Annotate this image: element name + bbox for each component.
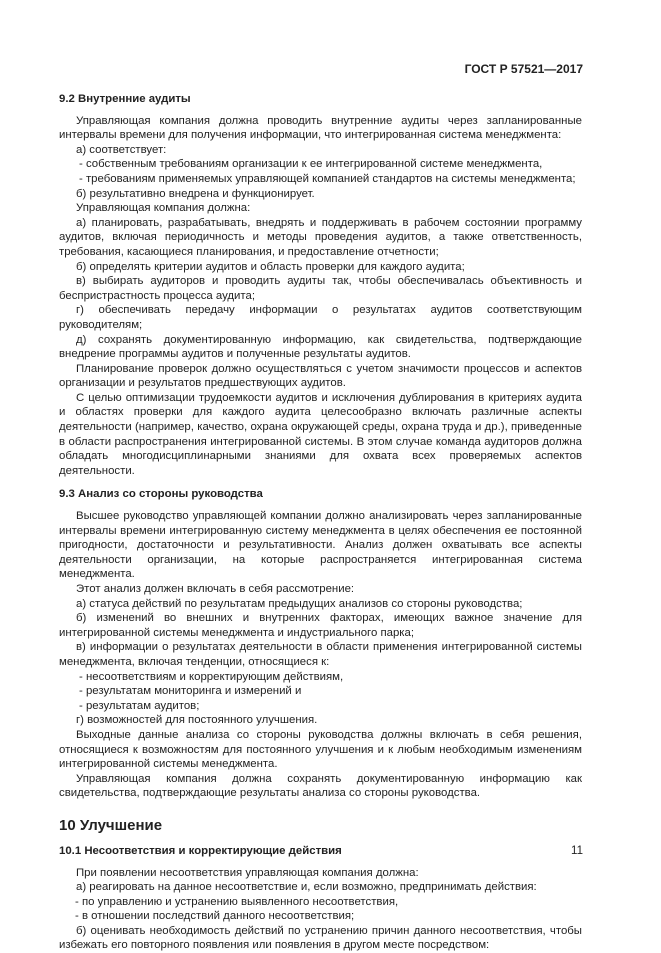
list-item: а) соответствует: — [76, 143, 167, 156]
list-item: б) оценивать необходимость действий по устранению причин данного несоответствия, чтобы избежать его повторного появления или появления в другом месте посредством: — [59, 924, 582, 952]
paragraph: Высшее руководство управляющей компании должно анализировать через запланированные интервалы времени интегрированную систему менеджмента в целях обеспечения ее постоянной пригодности, достаточности и результативности. Анализ должен охватывать все аспекты деятельности организации, на которые распространяется интегрированная система менеджмента. — [59, 510, 582, 581]
paragraph: Этот анализ должен включать в себя рассмотрение: — [76, 583, 355, 595]
paragraph: Управляющая компания должна проводить внутренние аудиты через запланированные интервалы времени для получения информации, что интегрированная система менеджмента: — [59, 114, 582, 142]
paragraph: Управляющая компания должна сохранять документированную информацию как свидетельства, подтверждающие результаты анализа со стороны руководства. — [59, 772, 582, 800]
standard-designation: ГОСТ Р 57521—2017 — [464, 62, 583, 76]
list-item: г) обеспечивать передачу информации о результатах аудитов соответствующим руководителям; — [59, 304, 582, 331]
paragraph: Планирование проверок должно осуществляться с учетом значимости процессов и аспектов организации и результатов предшествующих аудитов. — [59, 362, 582, 390]
paragraph: Управляющая компания должна: — [76, 202, 251, 215]
paragraph: С целью оптимизации трудоемкости аудитов и исключения дублирования в критериях аудита и областях проверки для каждого аудита целесообразно включать различные аспекты деятельности (например, качество, охрана окружающей среды, охрана труда и др.), приведенные в области распространения интегрированной системы. В этом случае команда аудиторов должна обладать многодисциплинарными знаниями для охвата всех проверяемых аспектов деятельности. — [59, 391, 582, 477]
dash-item: - по управлению и устранению выявленного несоответствия, — [75, 895, 399, 908]
list-item: в) выбирать аудиторов и проводить аудиты так, чтобы обеспечивалась объективность и беспристрастность процесса аудита; — [59, 275, 582, 302]
list-item: а) реагировать на данное несоответствие и, если возможно, предпринимать действия: — [76, 881, 537, 894]
list-item: д) сохранять документированную информацию, как свидетельства, подтверждающие внедрение программы аудитов и полученные результаты аудитов. — [59, 333, 582, 361]
list-item: а) статуса действий по результатам предыдущих анализов со стороны руководства; — [76, 597, 523, 610]
page-content — [59, 92, 582, 953]
dash-item: - результатам аудитов; — [79, 699, 200, 712]
dash-item: - требованиям применяемых управляющей компанией стандартов на системы менеджмента; — [79, 172, 576, 185]
dash-item: - несоответствиям и корректирующим действиям, — [79, 670, 344, 683]
paragraph: При появлении несоответствия управляющая компания должна: — [76, 866, 419, 879]
section-10-heading: 10 Улучшение — [59, 816, 163, 834]
dash-item: - собственным требованиям организации к ее интегрированной системе менеджмента, — [79, 158, 543, 171]
list-item: б) определять критерии аудитов и область проверки для каждого аудита; — [76, 260, 465, 273]
section-10-1-heading: 10.1 Несоответствия и корректирующие действия — [59, 844, 342, 857]
section-9-3-heading: 9.3 Анализ со стороны руководства — [59, 488, 263, 501]
dash-item: - в отношении последствий данного несоответствия; — [75, 910, 355, 923]
page-number: 11 — [571, 845, 583, 857]
dash-item: - результатам мониторинга и измерений и — [79, 685, 302, 698]
paragraph: Выходные данные анализа со стороны руководства должны включать в себя решения, относящиеся к возможностям для постоянного улучшения и к любым необходимым изменениям интегрированной системы менеджмента. — [59, 728, 582, 771]
section-9-2-heading: 9.2 Внутренние аудиты — [59, 93, 191, 105]
list-item: б) изменений во внешних и внутренних факторах, имеющих важное значение для интегрированной системы менеджмента и индустриального парка; — [59, 612, 582, 639]
list-item: б) результативно внедрена и функционирует. — [76, 187, 315, 200]
list-item: а) планировать, разрабатывать, внедрять и поддерживать в рабочем состоянии программу аудитов, включая периодичность и методы проведения аудитов, а также ответственность, требования, касающиеся планирования, и предоставление отчетности; — [59, 216, 582, 258]
list-item: в) информации о результатах деятельности в области применения интегрированной системы менеджмента, включая тенденции, относящиеся к: — [59, 641, 582, 668]
list-item: г) возможностей для постоянного улучшения. — [76, 714, 318, 727]
